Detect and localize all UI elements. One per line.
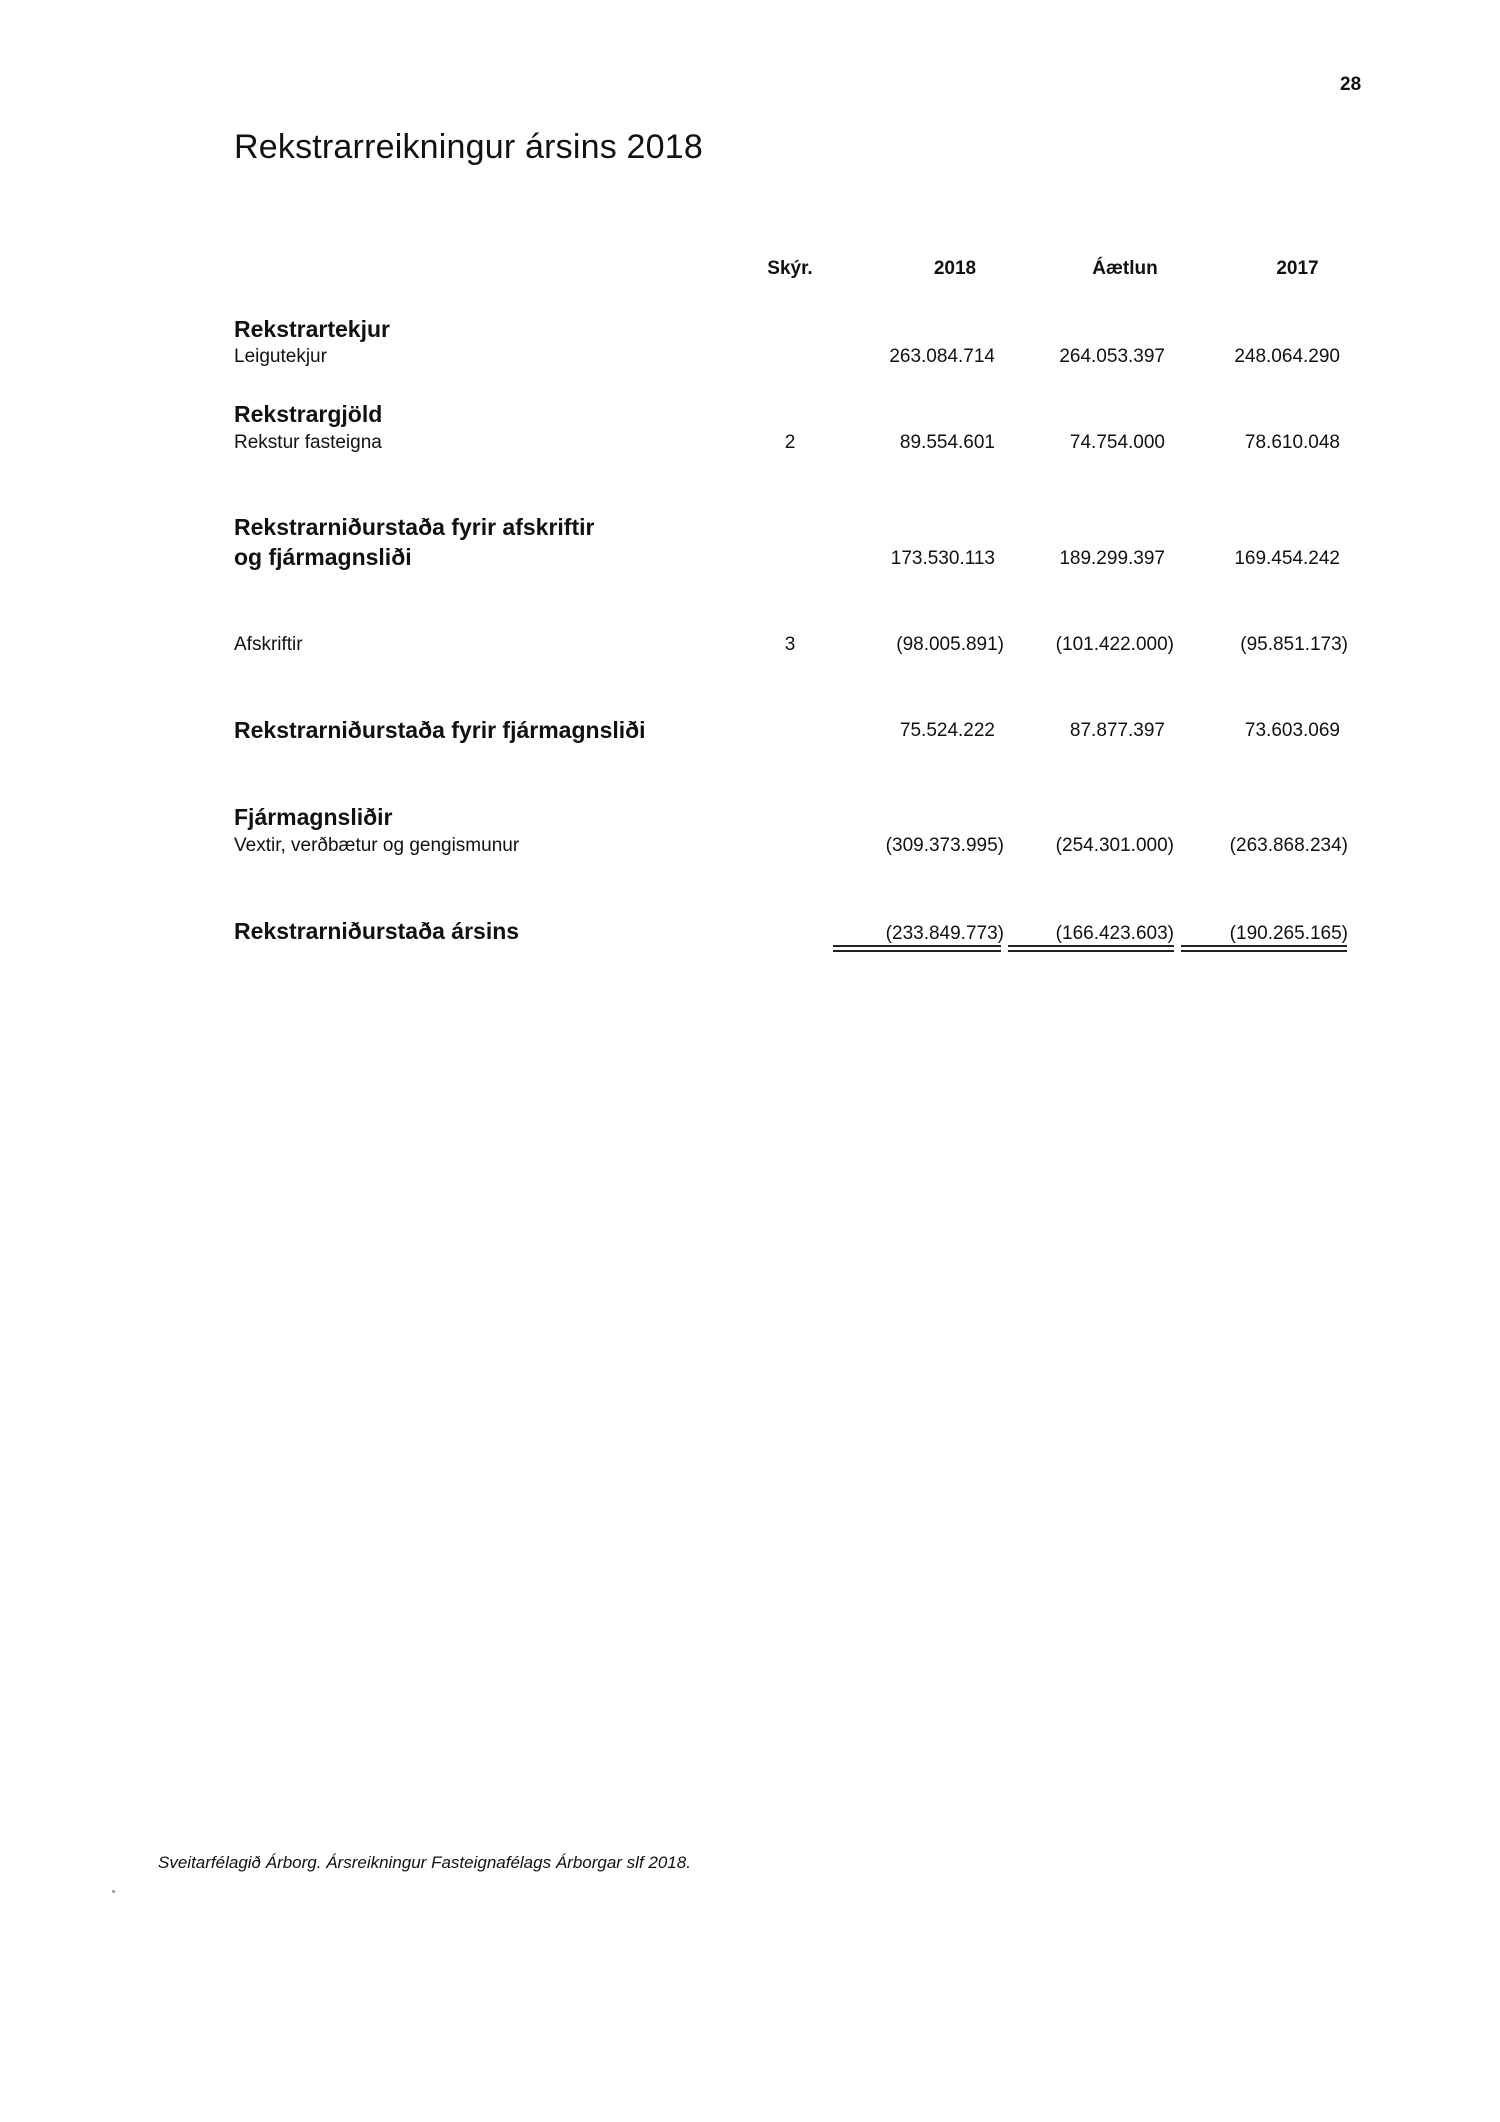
value-net-result-2018: (233.849.773) [885, 923, 1004, 944]
value-expenses-2018: 89.554.601 [899, 432, 995, 453]
value-revenue-2017: 248.064.290 [1234, 346, 1340, 367]
value-net-result-2017: (190.265.165) [1229, 923, 1348, 944]
line-label-depreciation [234, 634, 738, 656]
line-label-interest-indexation-fx [234, 835, 738, 857]
section-heading-revenue: Rekstrartekjur [234, 316, 390, 342]
value-revenue-budget: 264.053.397 [1059, 346, 1165, 367]
value-before-depreciation-2017: 169.454.242 [1234, 548, 1340, 569]
value-depreciation-budget: (101.422.000) [1055, 634, 1174, 655]
underline-budget-bottom [1008, 950, 1174, 952]
note-ref-depreciation: 3 [784, 634, 796, 655]
column-header-2018: 2018 [933, 258, 977, 279]
line-label-rental-income [234, 346, 738, 368]
subtotal-label-before-depreciation-line2: og fjármagnsliði [234, 544, 412, 570]
value-expenses-budget: 74.754.000 [1069, 432, 1165, 453]
section-heading-expenses: Rekstrargjöld [234, 401, 383, 427]
page-number: 28 [1340, 74, 1362, 95]
subtotal-label-before-depreciation-line1: Rekstrarniðurstaða fyrir afskriftir [234, 514, 595, 540]
column-header-note: Skýr. [767, 258, 813, 279]
line-label-text: Afskriftir [234, 634, 307, 655]
net-result-label: Rekstrarniðurstaða ársins [234, 918, 520, 944]
column-header-budget: Áætlun [1092, 258, 1158, 279]
value-before-financial-2018: 75.524.222 [899, 720, 995, 741]
value-financial-budget: (254.301.000) [1055, 835, 1174, 856]
line-label-text: Rekstur fasteigna [234, 432, 386, 453]
line-label-property-operations [234, 432, 738, 454]
footer-note: Sveitarfélagið Árborg. Ársreikningur Fasteignafélags Árborgar slf 2018. [158, 1853, 691, 1872]
note-ref-expenses: 2 [784, 432, 796, 453]
value-before-depreciation-2018: 173.530.113 [890, 548, 995, 569]
underline-2017-top [1181, 945, 1347, 947]
underline-budget-top [1008, 945, 1174, 947]
page-title: Rekstrarreikningur ársins 2018 [234, 128, 703, 166]
value-net-result-budget: (166.423.603) [1055, 923, 1174, 944]
scan-speck [112, 1890, 115, 1893]
value-depreciation-2018: (98.005.891) [896, 634, 1004, 655]
value-before-financial-budget: 87.877.397 [1069, 720, 1165, 741]
value-financial-2018: (309.373.995) [885, 835, 1004, 856]
column-header-2017: 2017 [1276, 258, 1319, 279]
value-expenses-2017: 78.610.048 [1244, 432, 1340, 453]
value-financial-2017: (263.868.234) [1229, 835, 1348, 856]
value-before-financial-2017: 73.603.069 [1244, 720, 1340, 741]
line-label-text: Leigutekjur [234, 346, 331, 367]
underline-2017-bottom [1181, 950, 1347, 952]
underline-2018-top [833, 945, 1001, 947]
line-label-text: Vextir, verðbætur og gengismunur [234, 835, 523, 856]
underline-2018-bottom [833, 950, 1001, 952]
value-revenue-2018: 263.084.714 [889, 346, 995, 367]
section-heading-financial: Fjármagnsliðir [234, 804, 393, 830]
subtotal-label-before-financial: Rekstrarniðurstaða fyrir fjármagnsliði [234, 717, 646, 743]
value-depreciation-2017: (95.851.173) [1240, 634, 1348, 655]
value-before-depreciation-budget: 189.299.397 [1059, 548, 1165, 569]
